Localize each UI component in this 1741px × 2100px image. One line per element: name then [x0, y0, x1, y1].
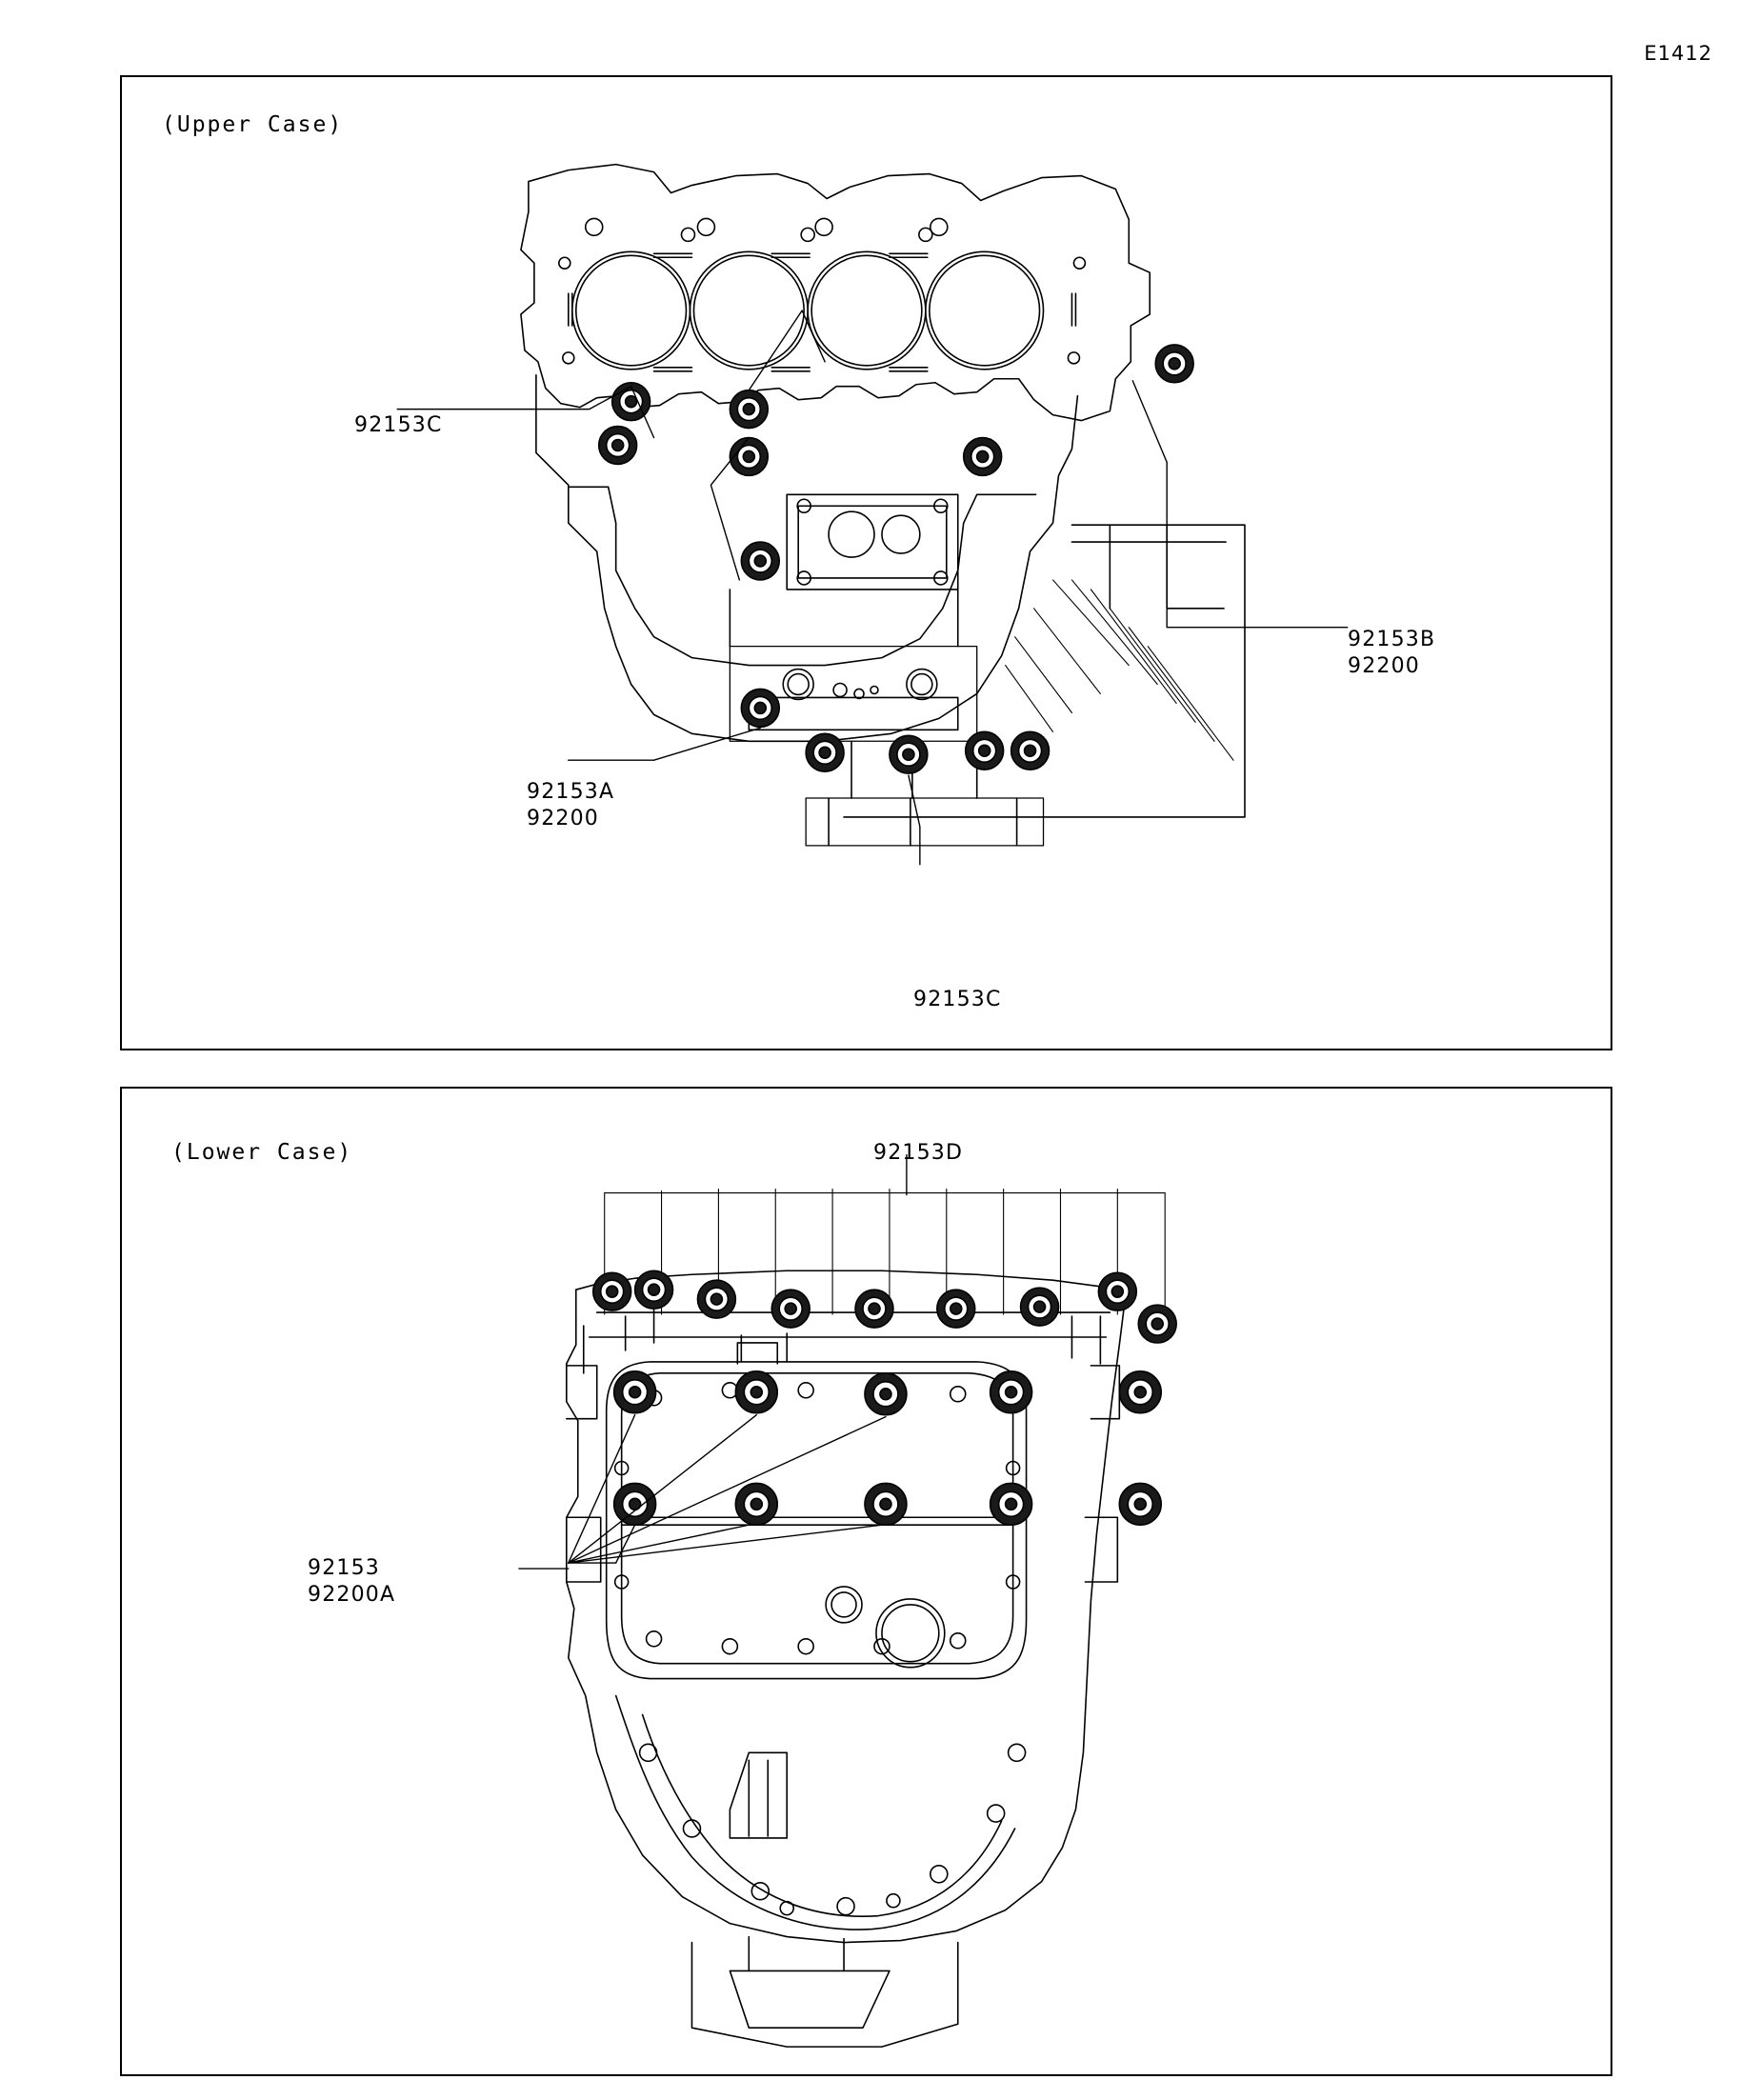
callout-text: 92153A	[527, 780, 615, 804]
callout-text: 92200A	[308, 1582, 396, 1607]
callout-92153B-92200	[1348, 627, 1435, 679]
callout-92153D	[873, 1140, 963, 1167]
panel-upper-case	[120, 75, 1612, 1050]
callout-92153A-92200	[527, 779, 614, 831]
callout-text: 92153B	[1348, 628, 1436, 651]
callout-92153C-bottom	[913, 987, 1002, 1013]
callout-text: 92153C	[913, 988, 1002, 1011]
callout-92153C-left	[354, 412, 443, 439]
upper-case-drawing	[122, 77, 1611, 1049]
callout-text: 92153C	[354, 413, 443, 437]
callout-text: 92200	[1348, 653, 1420, 678]
callout-text: 92153	[308, 1556, 380, 1580]
panel-upper-title: (Upper Case)	[162, 112, 344, 137]
panel-lower-title: (Lower Case)	[171, 1140, 353, 1165]
callout-text: 92153D	[873, 1141, 964, 1165]
callout-92153-92200A	[308, 1555, 395, 1608]
panel-lower-case	[120, 1087, 1612, 2076]
callout-text: 92200	[527, 806, 599, 830]
document-code: E1412	[1644, 42, 1712, 65]
